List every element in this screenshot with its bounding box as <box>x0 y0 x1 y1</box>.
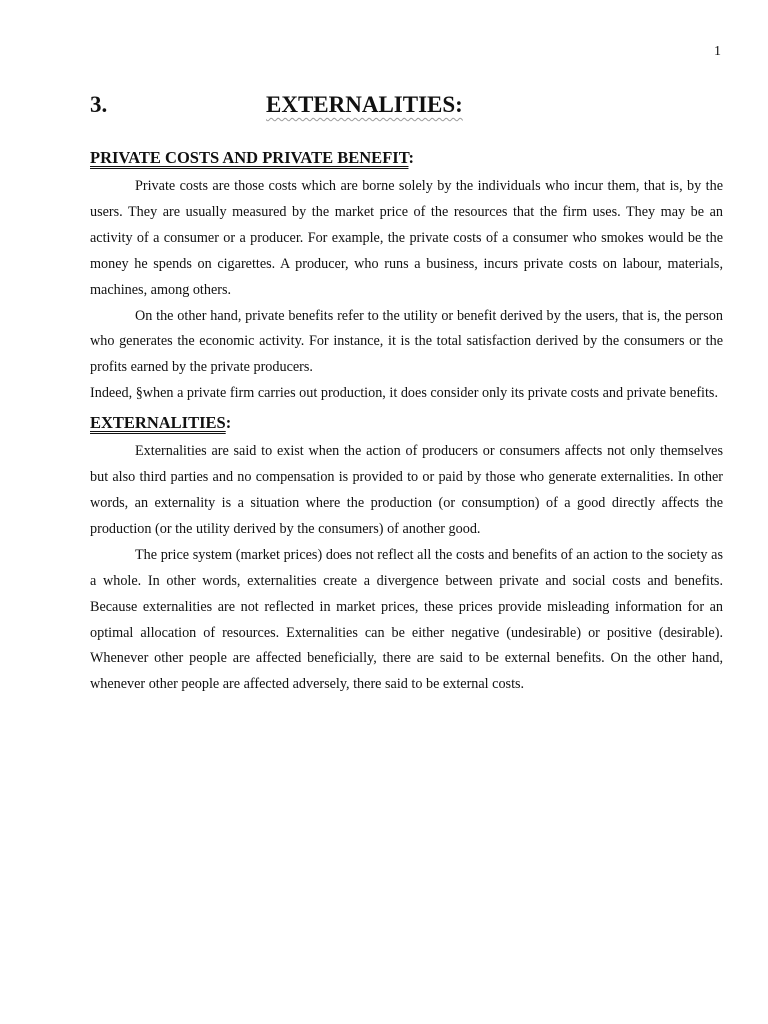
chapter-number: 3. <box>90 92 108 117</box>
paragraph-externalities-definition: Externalities are said to exist when the action of producers or consumers affects not only themselves but also third parties and no compensation is provided to or paid by those who generate externalities. In other words, an externality is a situation where the production (or consumption) of a good directly affects the production (or the utility derived by the consumers) of another good. <box>90 443 723 537</box>
section-heading-externalities <box>90 411 723 435</box>
paragraph-private-benefits: On the other hand, private benefits refer to the utility or benefit derived by the users, that is, the person who generates the economic activity. For instance, it is the total satisfaction derived by the consumers or the profits earned by the private producers. <box>90 307 723 376</box>
chapter-title: EXTERNALITIES: <box>266 92 463 117</box>
section-heading-colon: : <box>408 148 414 167</box>
paragraph-private-firm: Indeed, §when a private firm carries out production, it does consider only its private costs and private benefits. <box>90 385 719 402</box>
section-heading-colon: : <box>225 413 232 433</box>
chapter-heading <box>90 92 730 122</box>
section-heading-private-costs <box>90 146 723 170</box>
paragraph-private-costs: Private costs are those costs which are borne solely by the individuals who incur them, that is, by the users. They are usually measured by the market price of the resources that the firm uses. They may be an activity of a consumer or a producer. For example, the private costs of a consumer who smokes would be the money he spends on cigarettes. A producer, who runs a business, incurs private costs on labour, materials, machines, among others. <box>90 178 723 298</box>
document-body <box>90 146 723 698</box>
paragraph-price-system: The price system (market prices) does not reflect all the costs and benefits of an action to the society as a whole. In other words, externalities create a divergence between private and social costs and benefits. Because externalities are not reflected in market prices, these prices provide misleading information for an optimal allocation of resources. Externalities can be either negative (undesirable) or positive (desirable). Whenever other people are affected beneficially, there are said to be external benefits. On the other hand, whenever other people are affected adversely, there said to be external costs. <box>90 546 723 693</box>
section-heading-text: EXTERNALITIES <box>90 413 226 433</box>
page-number: 1 <box>714 44 721 59</box>
section-heading-text: PRIVATE COSTS AND PRIVATE BENEFIT <box>90 148 409 167</box>
